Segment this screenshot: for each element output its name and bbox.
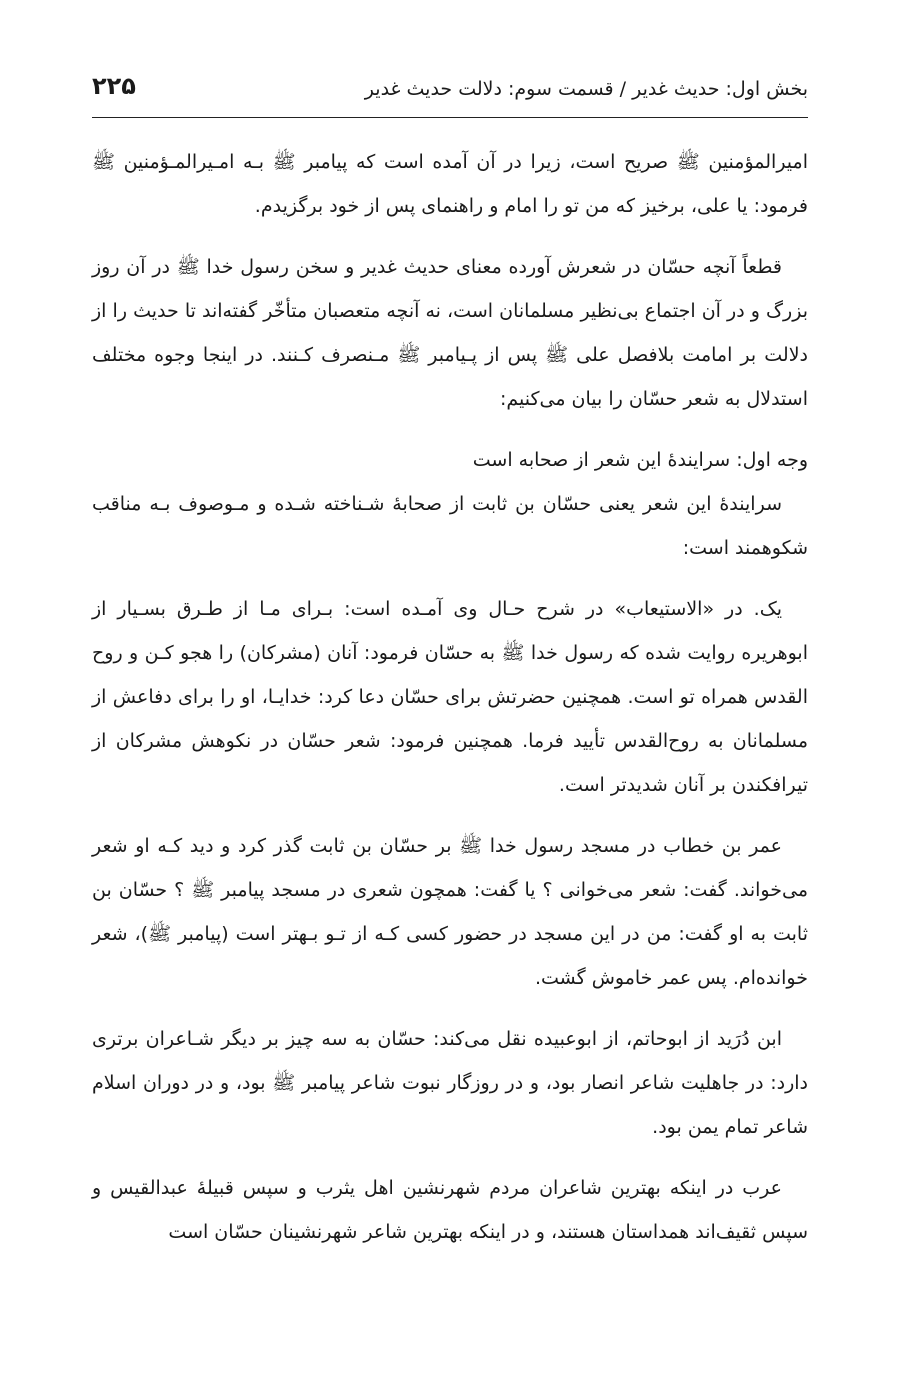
- header-divider: [92, 117, 808, 118]
- running-title: بخش اول: حدیث غدیر / قسمت سوم: دلالت حدیث غدیر: [364, 78, 808, 100]
- section-heading: وجه اول: سرایندهٔ این شعر از صحابه است: [472, 449, 808, 471]
- paragraph-6: ابن دُرَید از ابوحاتم، از ابوعبیده نقل می‌کند: حسّان به سه چیز بر دیگر شـاعران برتری دارد: در جاهلیت شاعر انصار بود، و در روزگار نبوت شاعر پیامبر ﷺ بود، و در دوران اسلام شاعر تمام یمن بود.: [92, 1028, 808, 1138]
- page-header: [92, 70, 808, 116]
- paragraph-4: یک. در «الاستیعاب» در شرح حـال وی آمـده است: بـرای مـا از طـرق بسـیار از ابوهریره روایت شده که رسول خدا ﷺ به حسّان فرمود: آنان (مشرکان) را هجو کـن و روح القدس همراه تو است. همچنین حضرتش برای حسّان دعا کرد: خدایـا، او را برای دفاعش از مسلمانان به روح‌القدس تأیید فرما. همچنین فرمود: شعر حسّان در نکوهش مشرکان از تیرافکندن بر آنان شدیدتر است.: [92, 598, 808, 796]
- paragraph-3: سرایندهٔ این شعر یعنی حسّان بن ثابت از صحابهٔ شـناخته شـده و مـوصوف بـه مناقب شکوهمند است:: [92, 493, 808, 559]
- paragraph-7: عرب در اینکه بهترین شاعران مردم شهرنشین اهل یثرب و سپس قبیلهٔ عبدالقیس و سپس ثقیف‌اند همداستان هستند، و در اینکه بهترین شاعر شهرنشینان حسّان است: [92, 1177, 808, 1243]
- paragraph-2: قطعاً آنچه حسّان در شعرش آورده معنای حدیث غدیر و سخن رسول خدا ﷺ در آن روز بزرگ و در آن اجتماع بی‌نظیر مسلمانان است، نه آنچه متعصبان متأخّر گفته‌اند تا حدیث را از دلالت بر امامت بلافصل علی ﷺ پس از پـیامبر ﷺ مـنصرف کـنند. در اینجا وجوه مختلف استدلال به شعر حسّان را بیان می‌کنیم:: [92, 256, 808, 410]
- paragraph-5: عمر بن خطاب در مسجد رسول خدا ﷺ بر حسّان بن ثابت گذر کرد و دید کـه او شعر می‌خواند. گفت: شعر می‌خوانی ؟ یا گفت: همچون شعری در مسجد پیامبر ﷺ ؟ حسّان بن ثابت به او گفت: من در این مسجد در حضور کسی کـه از تـو بـهتر است (پیامبر ﷺ)، شعر خوانده‌ام. پس عمر خاموش گشت.: [92, 835, 808, 989]
- page-number: ۲۲۵: [92, 72, 136, 100]
- page-body: [92, 140, 808, 1254]
- paragraph-1: امیرالمؤمنین ﷺ صریح است، زیرا در آن آمده است که پیامبر ﷺ بـه امـیرالمـؤمنین ﷺ فرمود: یا علی، برخیز که من تو را امام و راهنمای پس از خود برگزیدم.: [92, 151, 808, 217]
- book-page: [92, 0, 808, 1390]
